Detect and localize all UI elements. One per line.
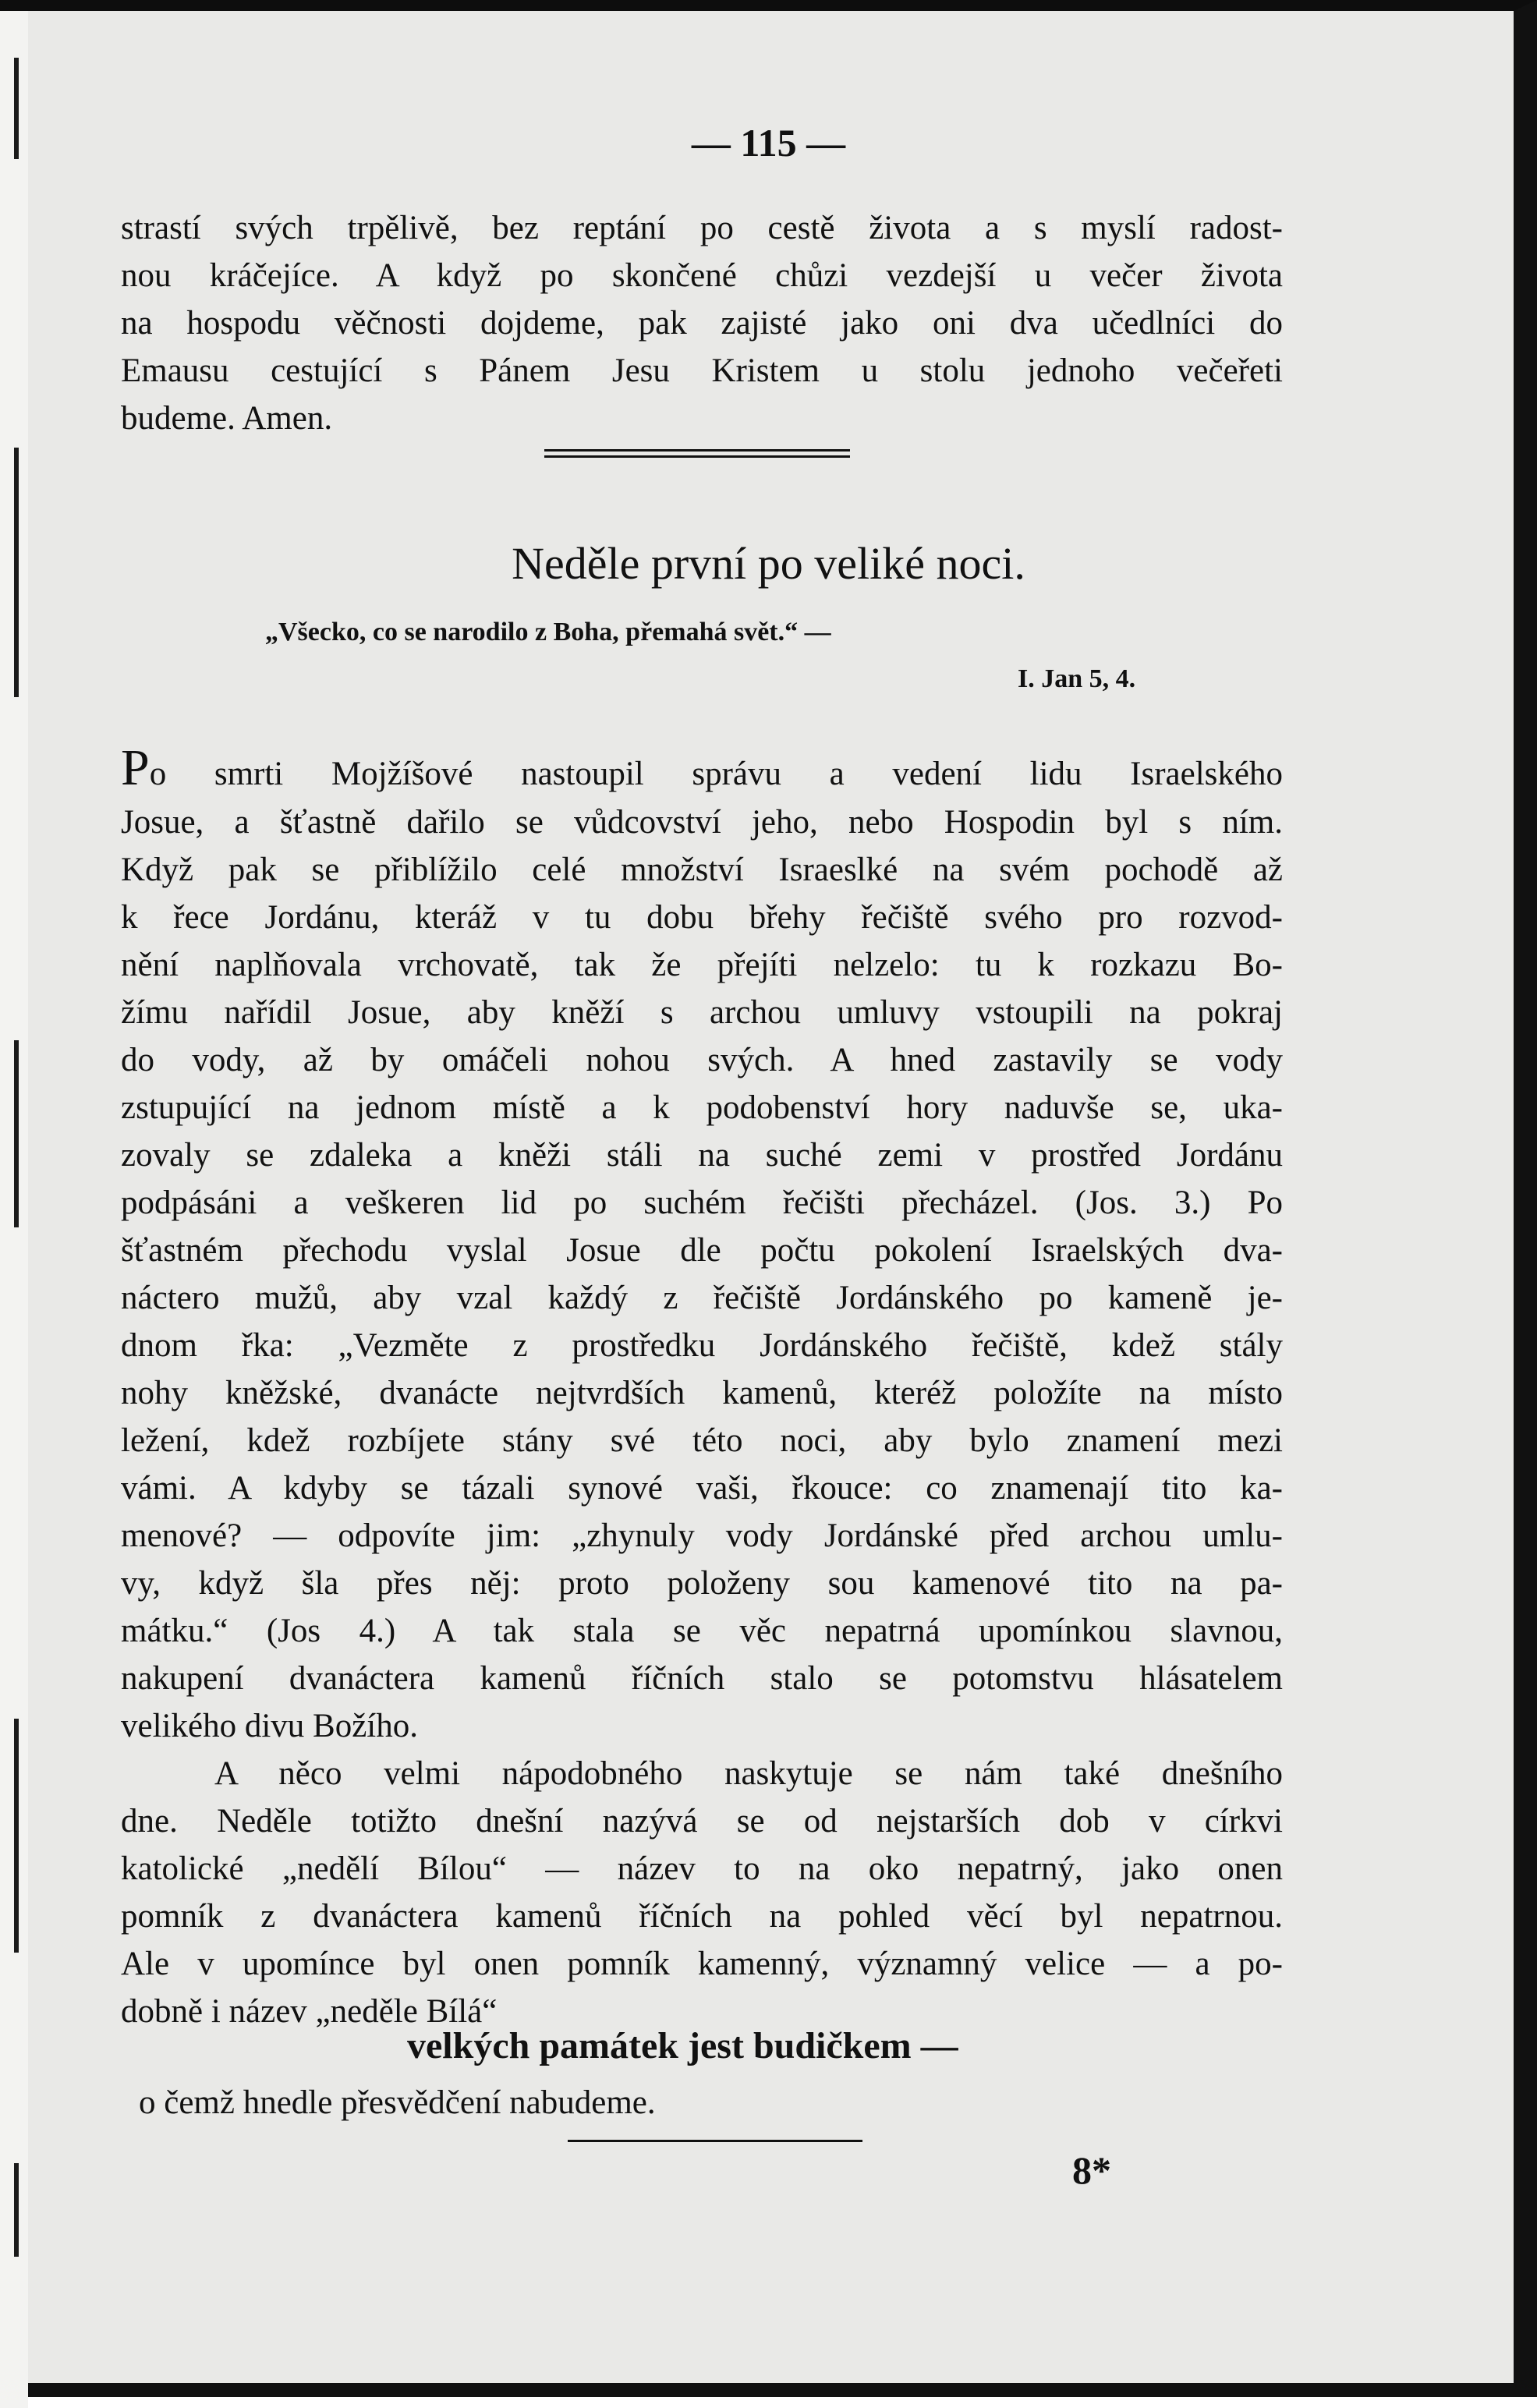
text-line: mátku.“ (Jos 4.) A tak stala se věc nepatrná upomínkou slavnou, xyxy=(121,1613,1283,1649)
text-line: zstupující na jednom místě a k podobenství hory naduvše se, uka- xyxy=(121,1089,1283,1126)
drop-cap: P xyxy=(121,739,150,796)
motto: „Všecko, co se narodilo z Boha, přemahá svět.“ — xyxy=(265,618,831,646)
binding-gutter xyxy=(0,11,28,2408)
text-line xyxy=(121,739,1283,798)
text-line: budeme. Amen. xyxy=(121,400,333,437)
text-line: katolické „nedělí Bílou“ — název to na oko nepatrný, jako onen xyxy=(121,1850,1283,1887)
page-number: — 115 — xyxy=(691,121,846,165)
text-line: pomník z dvanáctera kamenů říčních na pohled věcí byl nepatrnou. xyxy=(121,1898,1283,1935)
end-rule xyxy=(568,2140,862,2142)
text-line: Když pak se přiblížilo celé množství Israeslké na svém pochodě až xyxy=(121,852,1283,888)
text-line: ležení, kdež rozbíjete stány své této noci, aby bylo znamení mezi xyxy=(121,1422,1283,1459)
binding-mark xyxy=(14,1040,19,1227)
text-line: o čemž hnedle přesvědčení nabudeme. xyxy=(139,2084,656,2121)
section-title: Neděle první po veliké noci. xyxy=(512,538,1025,589)
text-line: strastí svých trpělivě, bez reptání po cestě života a s myslí radost- xyxy=(121,210,1283,246)
text-line: nohy kněžské, dvanácte nejtvrdších kamenů, kteréž položíte na místo xyxy=(121,1375,1283,1411)
signature-mark: 8* xyxy=(1072,2148,1111,2192)
text-line: Ale v upomínce byl onen pomník kamenný, významný velice — a po- xyxy=(121,1946,1283,1982)
text-line: nakupení dvanáctera kamenů říčních stalo se potomstvu hlásatelem xyxy=(121,1660,1283,1697)
text-line: šťastném přechodu vyslal Josue dle počtu pokolení Israelských dva- xyxy=(121,1232,1283,1269)
separator-rule xyxy=(544,455,850,458)
text-line: zovaly se zdaleka a kněži stáli na suché zemi v prostřed Jordánu xyxy=(121,1137,1283,1174)
text-line: dnom řka: „Vezměte z prostředku Jordánského řečiště, kdež stály xyxy=(121,1327,1283,1364)
text-line: nou kráčejíce. A když po skončené chůzi vezdejší u večer života xyxy=(121,257,1283,294)
text-line: Emausu cestující s Pánem Jesu Kristem u stolu jednoho večeřeti xyxy=(121,352,1283,389)
text-line: na hospodu věčnosti dojdeme, pak zajisté jako oni dva učedlníci do xyxy=(121,305,1283,342)
text-line: vámi. A kdyby se tázali synové vaši, řkouce: co znamenají tito ka- xyxy=(121,1470,1283,1507)
text-line-rest: o smrti Mojžíšové nastoupil správu a vedení lidu Israelského xyxy=(149,756,1283,792)
text-line: A něco velmi nápodobného naskytuje se nám také dnešního xyxy=(214,1755,1283,1792)
text-line: nění naplňovala vrchovatě, tak že přejíti nelzelo: tu k rozkazu Bo- xyxy=(121,947,1283,983)
binding-mark xyxy=(14,2163,19,2257)
emphasized-line: velkých památek jest budičkem — xyxy=(407,2025,958,2066)
citation: I. Jan 5, 4. xyxy=(1018,664,1136,693)
binding-mark xyxy=(14,1719,19,1953)
text-line: podpásáni a veškeren lid po suchém řečišti přecházel. (Jos. 3.) Po xyxy=(121,1185,1283,1221)
text-line: do vody, až by omáčeli nohou svých. A hned zastavily se vody xyxy=(121,1042,1283,1078)
text-line: vy, když šla přes něj: proto položeny sou kamenové tito na pa- xyxy=(121,1565,1283,1602)
text-line: dne. Neděle totižto dnešní nazývá se od nejstarších dob v církvi xyxy=(121,1803,1283,1840)
text-line: náctero mužů, aby vzal každý z řečiště Jordánského po kameně je- xyxy=(121,1280,1283,1316)
text-line: k řece Jordánu, kteráž v tu dobu břehy řečiště svého pro rozvod- xyxy=(121,899,1283,936)
text-line: velikého divu Božího. xyxy=(121,1708,418,1744)
text-line: Josue, a šťastně dařilo se vůdcovství jeho, nebo Hospodin byl s ním. xyxy=(121,804,1283,841)
text-line: žímu nařídil Josue, aby kněží s archou umluvy vstoupili na pokraj xyxy=(121,994,1283,1031)
separator-rule xyxy=(544,449,850,452)
text-line: menové? — odpovíte jim: „zhynuly vody Jordánské před archou umlu- xyxy=(121,1517,1283,1554)
text-line: dobně i název „neděle Bílá“ xyxy=(121,1993,498,2030)
